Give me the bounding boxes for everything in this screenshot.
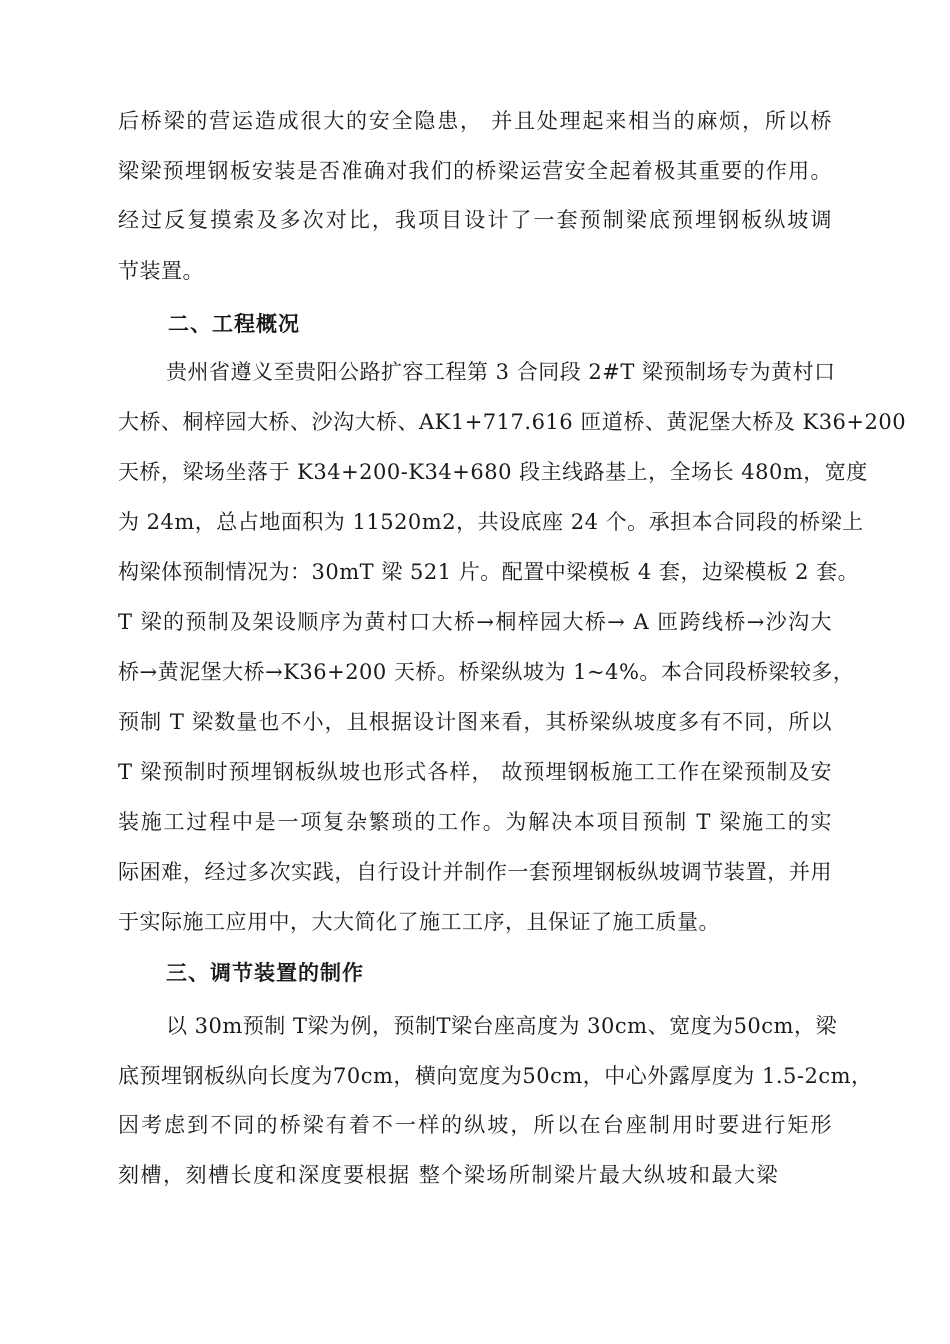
section-2-heading: 二、工程概况 (168, 311, 300, 336)
section-2-line-10: 装施工过程中是一项复杂繁琐的工作。为解决本项目预制 T 梁施工的实 (118, 810, 832, 834)
section-2-line-9: T 梁预制时预埋钢板纵坡也形式各样， 故预埋钢板施工工作在梁预制及安 (118, 760, 832, 784)
section-2-line-1: 贵州省遵义至贵阳公路扩容工程第 3 合同段 2#T 梁预制场专为黄村口 (166, 360, 836, 384)
section-2-line-5: 构梁体预制情况为：30mT 梁 521 片。配置中梁模板 4 套，边梁模板 2 套。 (118, 560, 860, 584)
section-2-line-8: 预制 T 梁数量也不小，且根据设计图来看，其桥梁纵坡度多有不同，所以 (118, 710, 832, 734)
intro-line-3: 经过反复摸索及多次对比，我项目设计了一套预制梁底预埋钢板纵坡调 (118, 208, 832, 232)
section-2-line-4: 为 24m，总占地面积为 11520m2，共设底座 24 个。承担本合同段的桥梁上 (118, 510, 864, 534)
section-3-line-4: 刻槽，刻槽长度和深度要根据 整个梁场所制梁片最大纵坡和最大梁 (118, 1163, 778, 1187)
intro-line-1: 后桥梁的营运造成很大的安全隐患， 并且处理起来相当的麻烦，所以桥 (118, 109, 832, 133)
section-3-line-2: 底预埋钢板纵向长度为70cm，横向宽度为50cm，中心外露厚度为 1.5-2cm， (118, 1064, 873, 1088)
section-2-line-12: 于实际施工应用中，大大简化了施工工序，且保证了施工质量。 (118, 910, 720, 934)
section-3-line-1: 以 30m预制 T梁为例，预制T梁台座高度为 30cm、宽度为50cm，梁 (166, 1014, 837, 1038)
section-2-line-7: 桥→黄泥堡大桥→K36+200 天桥。桥梁纵坡为 1~4%。本合同段桥梁较多， (118, 660, 855, 684)
section-3-line-3: 因考虑到不同的桥梁有着不一样的纵坡，所以在台座制用时要进行矩形 (118, 1113, 832, 1137)
intro-line-4: 节装置。 (118, 259, 204, 283)
section-2-line-2: 大桥、桐梓园大桥、沙沟大桥、AK1+717.616 匝道桥、黄泥堡大桥及 K36+200 (118, 410, 907, 434)
section-2-line-6: T 梁的预制及架设顺序为黄村口大桥→桐梓园大桥→ A 匝跨线桥→沙沟大 (118, 610, 832, 634)
section-3-heading: 三、调节装置的制作 (166, 960, 364, 985)
intro-line-2: 梁梁预埋钢板安装是否准确对我们的桥梁运营安全起着极其重要的作用。 (118, 159, 832, 183)
section-2-line-11: 际困难，经过多次实践，自行设计并制作一套预埋钢板纵坡调节装置，并用 (118, 860, 832, 884)
section-2-line-3: 天桥，梁场坐落于 K34+200-K34+680 段主线路基上，全场长 480m，宽度 (118, 460, 868, 484)
